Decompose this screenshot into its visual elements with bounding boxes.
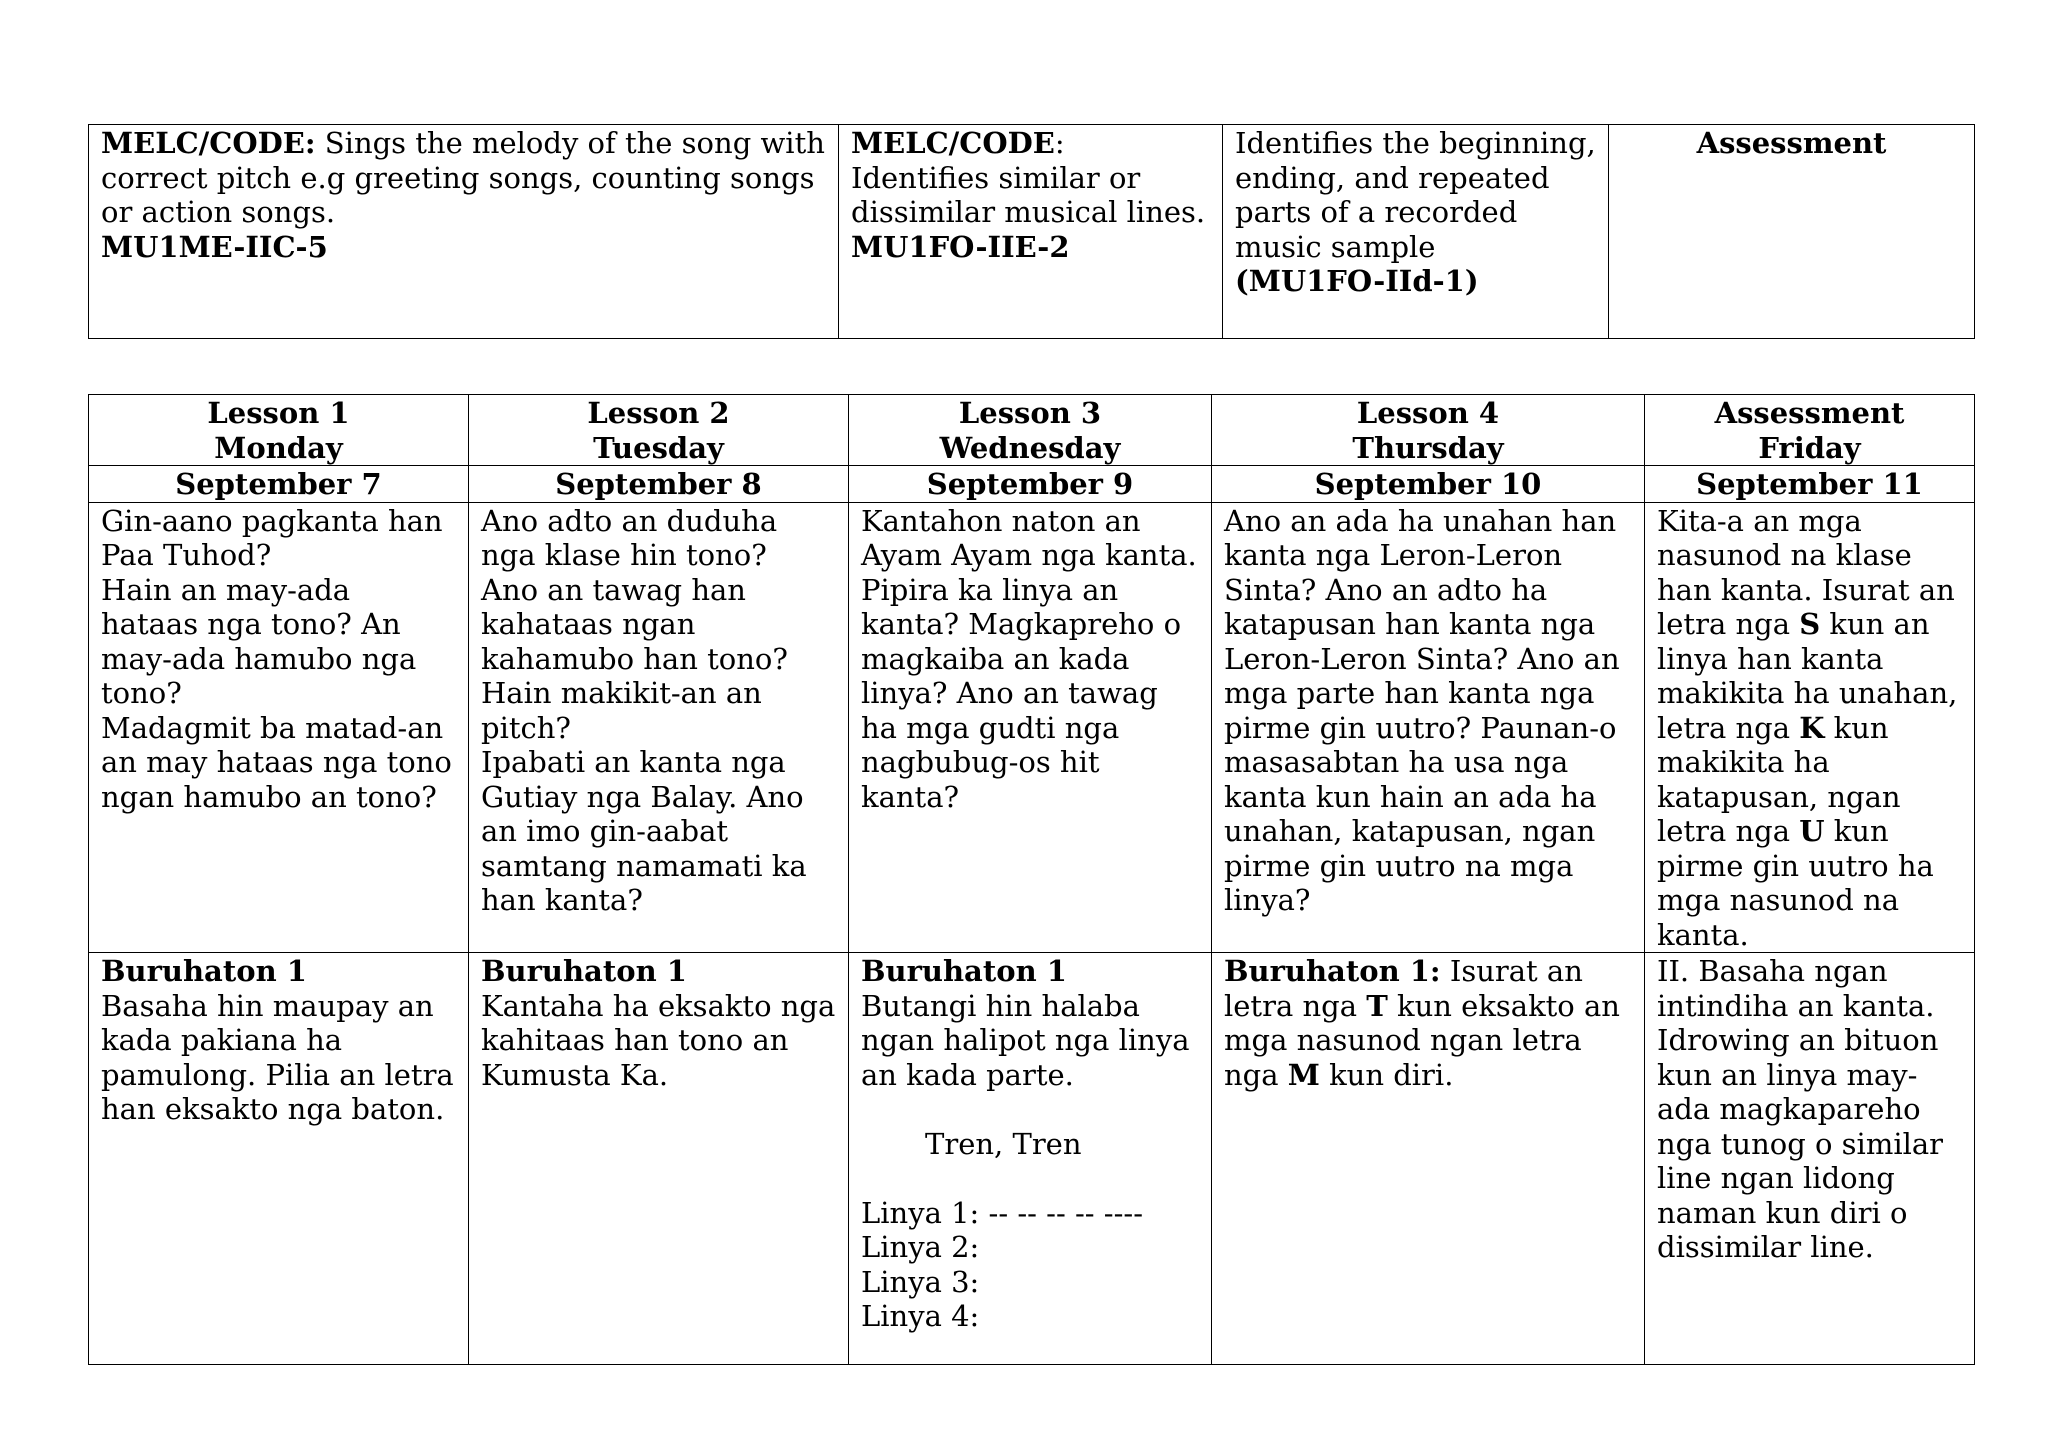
- lesson-day: Tuesday: [593, 430, 724, 465]
- lesson-day: Monday: [214, 430, 343, 465]
- question-text: Ano an ada ha unahan han kanta nga Leron-Leron Sinta? Ano an adto ha katapusan han kanta nga Leron-Leron Sinta? Ano an mga parte han kanta nga pirme gin uutro? Paunan-o masasabtan ha usa nga kanta kun hain an ada ha unahan, katapusan, ngan pirme gin uutro na mga linya?: [1224, 503, 1620, 917]
- lesson-plan-table: [88, 394, 1975, 1365]
- task-text: kun eksakto an mga nasunod ngan letra nga: [1224, 988, 1620, 1092]
- questions-cell-1: [89, 502, 469, 953]
- spacer: [861, 1161, 1199, 1196]
- letter-k: K: [1799, 710, 1825, 745]
- song-title: Tren, Tren: [925, 1126, 1082, 1161]
- date-cell: September 10: [1212, 466, 1645, 503]
- task-text: Basaha hin maupay an kada pakiana ha pamulong. Pilia an letra han eksakto nga baton.: [101, 988, 454, 1126]
- linya-line: Linya 3:: [861, 1264, 980, 1299]
- question-text: Kita-a an mga nasunod na klase han kanta. Isurat an letra nga: [1657, 503, 1955, 641]
- melc-code: (MU1FO-IId-1): [1235, 264, 1479, 298]
- task-cell-2: [469, 953, 849, 1365]
- questions-cell-4: [1212, 502, 1645, 953]
- task-title: Buruhaton 1: [101, 954, 307, 988]
- letter-t: T: [1366, 988, 1388, 1023]
- melc-cell-4: [1609, 125, 1975, 339]
- melc-label: MELC/CODE:: [101, 126, 316, 160]
- lesson-title: Assessment: [1714, 396, 1905, 430]
- letter-m: M: [1287, 1057, 1320, 1092]
- lesson-header-4: [1212, 395, 1645, 466]
- question-line: Ano an tawag han kahataas ngan kahamubo han tono?: [481, 572, 788, 676]
- task-cell-3: [849, 953, 1212, 1365]
- lesson-day: Wednesday: [939, 430, 1121, 465]
- task-title: Buruhaton 1: [481, 954, 687, 988]
- tasks-row: [89, 953, 1975, 1365]
- melc-label: MELC/CODE: [851, 126, 1055, 160]
- linya-line: Linya 1: -- -- -- -- ----: [861, 1195, 1143, 1230]
- question-line: Ipabati an kanta nga Gutiay nga Balay. Ano an imo gin-aabat samtang namamati ka han kanta?: [481, 745, 807, 917]
- date-row: [89, 466, 1975, 503]
- question-line: Gin-aano pagkanta han Paa Tuhod?: [101, 503, 443, 572]
- lesson-header-5: [1645, 395, 1975, 466]
- melc-text: Sings the melody of the song with correct pitch e.g greeting songs, counting songs or action songs.: [101, 126, 825, 229]
- melc-cell-2: [839, 125, 1223, 339]
- lesson-day: Friday: [1758, 430, 1861, 465]
- question-line: Hain makikit-an an pitch?: [481, 676, 762, 745]
- date-cell: September 9: [849, 466, 1212, 503]
- lesson-title: Lesson 1: [207, 396, 350, 430]
- task-text: II. Basaha ngan intindiha an kanta. Idrowing an bituon kun an linya may-ada magkapareho nga tunog o similar line ngan lidong naman kun diri o dissimilar line.: [1657, 954, 1944, 1264]
- letter-u: U: [1799, 814, 1825, 848]
- task-text: Butangi hin halaba ngan halipot nga linya an kada parte.: [861, 988, 1190, 1092]
- melc-row: [89, 125, 1975, 339]
- task-text: kun diri.: [1319, 1057, 1454, 1092]
- melc-cell-1: [89, 125, 839, 339]
- question-text: kun pirme gin uutro ha mga nasunod na kanta.: [1657, 814, 1934, 952]
- date-cell: September 7: [89, 466, 469, 503]
- melc-code: MU1ME-IIC-5: [101, 229, 328, 264]
- question-line: Hain an may-ada hataas nga tono? An may-ada hamubo nga tono?: [101, 572, 417, 710]
- lesson-header-3: [849, 395, 1212, 466]
- assessment-heading: Assessment: [1696, 126, 1887, 160]
- lesson-title: Lesson 3: [958, 396, 1102, 430]
- task-title: Buruhaton 1:: [1224, 954, 1441, 988]
- lesson-header-1: [89, 395, 469, 466]
- date-cell: September 11: [1645, 466, 1975, 503]
- question-line: Madagmit ba matad-an an may hataas nga tono ngan hamubo an tono?: [101, 710, 452, 814]
- questions-cell-3: [849, 502, 1212, 953]
- spacer: [861, 1092, 1199, 1127]
- melc-table: [88, 124, 1975, 339]
- task-text: Kantaha ha eksakto nga kahitaas han tono an Kumusta Ka.: [481, 988, 836, 1092]
- date-cell: September 8: [469, 466, 849, 503]
- question-text: kun makikita ha katapusan, ngan letra nga: [1657, 710, 1901, 848]
- lesson-title: Lesson 2: [587, 396, 730, 430]
- lesson-day: Thursday: [1352, 430, 1504, 465]
- task-cell-4: [1212, 953, 1645, 1365]
- task-text: Isurat an letra nga: [1224, 954, 1583, 1023]
- melc-text: Identifies the beginning, ending, and repeated parts of a recorded music sample: [1235, 126, 1596, 264]
- question-text: kun an linya han kanta makikita ha unahan, letra nga: [1657, 607, 1958, 745]
- lesson-header-row: [89, 395, 1975, 466]
- linya-line: Linya 4:: [861, 1299, 980, 1333]
- melc-code: MU1FO-IIE-2: [851, 229, 1070, 264]
- question-text: Kantahon naton an Ayam Ayam nga kanta. Pipira ka linya an kanta? Magkapreho o magkaiba an kada linya? Ano an tawag ha mga gudti nga nagbubug-os hit kanta?: [861, 503, 1197, 814]
- questions-cell-5: [1645, 502, 1975, 953]
- melc-cell-3: [1223, 125, 1609, 339]
- task-cell-1: [89, 953, 469, 1365]
- questions-row: [89, 502, 1975, 953]
- linya-line: Linya 2:: [861, 1230, 980, 1264]
- questions-cell-2: [469, 502, 849, 953]
- question-line: Ano adto an duduha nga klase hin tono?: [481, 503, 778, 572]
- melc-text: : Identifies similar or dissimilar musical lines.: [851, 126, 1206, 229]
- lesson-header-2: [469, 395, 849, 466]
- task-cell-5: [1645, 953, 1975, 1365]
- lesson-title: Lesson 4: [1356, 396, 1500, 430]
- task-title: Buruhaton 1: [861, 954, 1067, 988]
- letter-s: S: [1799, 607, 1821, 641]
